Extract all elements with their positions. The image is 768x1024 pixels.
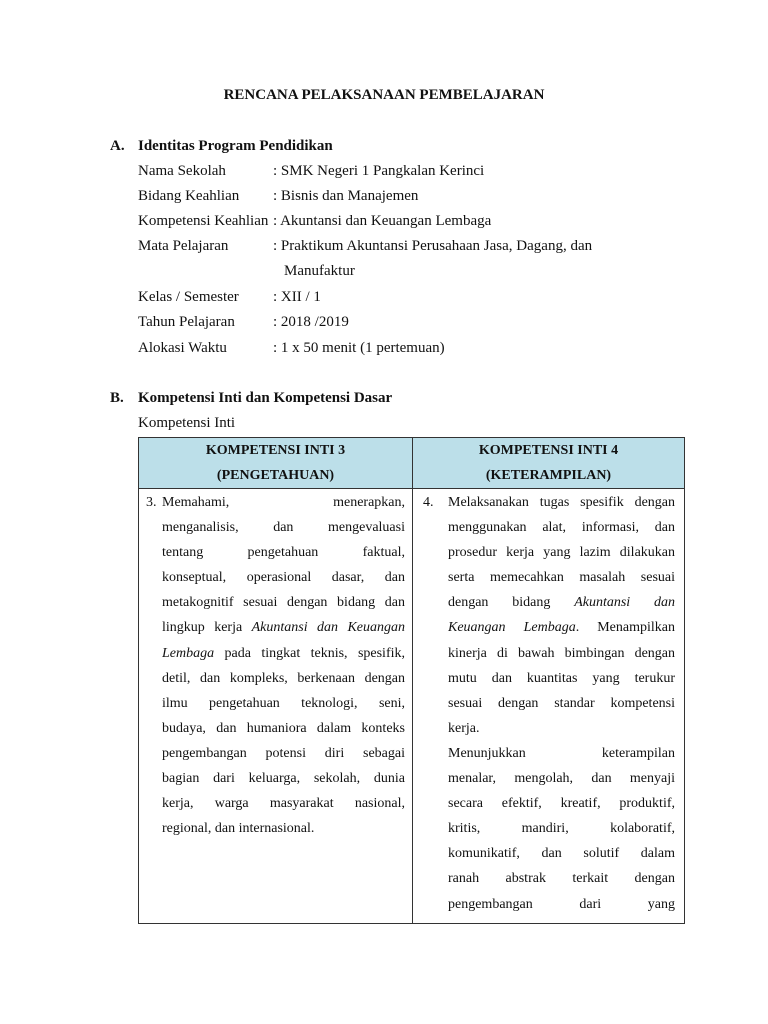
section-b-heading: Kompetensi Inti dan Kompetensi Dasar (138, 390, 393, 406)
text-line: kritis, mandiri, kolaboratif, (448, 821, 675, 837)
text-line: kerja, warga masyarakat nasional, (162, 796, 405, 812)
text-line: menganalisis, dan mengevaluasi (162, 520, 405, 536)
ki4-header (413, 438, 685, 489)
text-line: lingkup kerja Akuntansi dan Keuangan (162, 620, 405, 636)
text-line: Lembaga pada tingkat teknis, spesifik, (162, 645, 405, 661)
identity-value: : 2018 /2019 (273, 314, 349, 330)
ki3-header-title: KOMPETENSI INTI 3 (205, 443, 346, 458)
subject-name-italic: Akuntansi dan (574, 595, 675, 611)
text-line: kinerja di bawah bimbingan dengan (448, 645, 675, 661)
section-a-heading: Identitas Program Pendidikan (138, 138, 333, 154)
section-b-letter: B. (110, 390, 124, 406)
kompetensi-inti-table (138, 437, 685, 924)
identity-label: Nama Sekolah (138, 163, 226, 179)
ki4-header-subtitle: (KETERAMPILAN) (485, 468, 612, 483)
text-line: Keuangan Lembaga. Menampilkan (448, 620, 675, 636)
ki3-header (139, 438, 413, 489)
identity-value: : Bisnis dan Manajemen (273, 188, 419, 204)
ki3-text (162, 490, 405, 841)
text-line: detil, dan kompleks, berkenaan dengan (162, 670, 405, 686)
identity-label: Mata Pelajaran (138, 238, 229, 254)
text-line: kerja. (448, 720, 480, 736)
ki4-text (448, 490, 675, 917)
text-line: Melaksanakan tugas spesifik dengan (448, 495, 675, 510)
text-line: secara efektif, kreatif, produktif, (448, 796, 675, 812)
text-line: tentang pengetahuan faktual, (162, 545, 405, 561)
text-line: budaya, dan humaniora dalam konteks (162, 720, 405, 736)
text-line: sesuai dengan standar kompetensi (448, 695, 675, 711)
subject-name-italic: Akuntansi dan Keuangan (251, 620, 405, 636)
ki3-number: 3. (146, 495, 157, 510)
subject-name-italic: Lembaga (162, 645, 215, 661)
text-line: pengembangan potensi diri sebagai (162, 745, 405, 761)
identity-value: : XII / 1 (273, 289, 321, 305)
document-title: RENCANA PELAKSANAAN PEMBELAJARAN (223, 87, 545, 103)
identity-label: Kompetensi Keahlian (138, 213, 269, 229)
text-line: dengan bidang Akuntansi dan (448, 595, 675, 611)
text-line: metakognitif sesuai dengan bidang dan (162, 595, 405, 611)
ki4-cell (413, 489, 685, 924)
identity-label: Bidang Keahlian (138, 188, 240, 204)
section-b-subheading: Kompetensi Inti (138, 415, 236, 431)
ki3-cell (139, 489, 413, 924)
ki3-header-subtitle: (PENGETAHUAN) (216, 468, 335, 483)
text-line: Memahami, menerapkan, (162, 495, 405, 510)
text-line: komunikatif, dan solutif dalam (448, 846, 675, 862)
section-a-letter: A. (110, 138, 125, 154)
text-line: menalar, mengolah, dan menyaji (448, 771, 675, 787)
identity-label: Tahun Pelajaran (138, 314, 235, 330)
text-line: pengembangan dari yang (448, 896, 675, 912)
identity-label: Alokasi Waktu (138, 340, 227, 356)
identity-value: : 1 x 50 menit (1 pertemuan) (273, 340, 445, 356)
text-line: prosedur kerja yang lazim dilakukan (448, 545, 675, 561)
text-line: bagian dari keluarga, sekolah, dunia (162, 771, 405, 787)
ki4-header-title: KOMPETENSI INTI 4 (478, 443, 619, 458)
ki4-number: 4. (423, 495, 434, 510)
text-line: menggunakan alat, informasi, dan (448, 520, 675, 536)
identity-value-continued: Manufaktur (284, 263, 355, 279)
identity-label: Kelas / Semester (138, 289, 239, 305)
text-line: regional, dan internasional. (162, 821, 315, 837)
text-line: Menunjukkan keterampilan (448, 745, 675, 761)
identity-value: : Praktikum Akuntansi Perusahaan Jasa, Dagang, dan (273, 238, 593, 254)
identity-value: : SMK Negeri 1 Pangkalan Kerinci (273, 163, 485, 179)
text-line: ilmu pengetahuan teknologi, seni, (162, 695, 405, 711)
identity-value: : Akuntansi dan Keuangan Lembaga (273, 213, 492, 229)
text-line: mutu dan kuantitas yang terukur (448, 670, 675, 686)
text-line: serta memecahkan masalah sesuai (448, 570, 675, 586)
text-line: ranah abstrak terkait dengan (448, 871, 675, 887)
subject-name-italic: Keuangan Lembaga (448, 620, 576, 636)
text-line: konseptual, operasional dasar, dan (162, 570, 405, 586)
